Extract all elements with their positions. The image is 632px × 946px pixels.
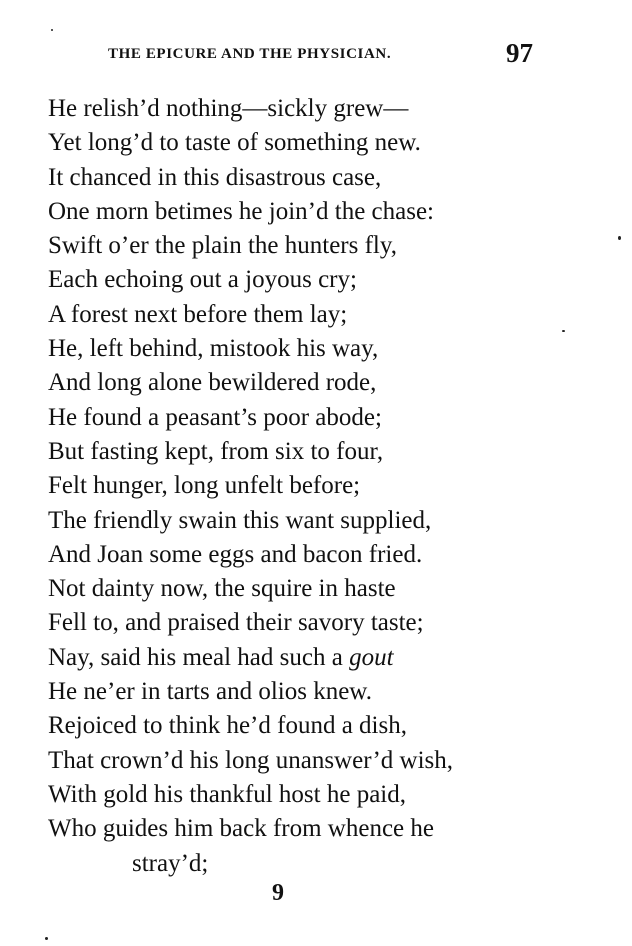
poem-line: [48, 92, 608, 126]
poem-line: [48, 847, 608, 881]
poem-line: [48, 744, 608, 778]
poem-line-text: Felt hunger, long unfelt before;: [48, 472, 361, 500]
poem-line-text: And long alone bewildered rode,: [48, 369, 377, 397]
poem-line: [48, 332, 608, 366]
poem-line-text: He, left behind, mistook his way,: [48, 335, 379, 363]
poem-line: [48, 366, 608, 400]
poem-line: [48, 401, 608, 435]
poem-line-text: But fasting kept, from six to four,: [48, 437, 384, 465]
poem-line: [48, 229, 608, 263]
poem-line-text: A forest next before them lay;: [48, 300, 348, 328]
page-number: 97: [506, 38, 533, 68]
print-speck: [562, 330, 565, 332]
running-title: THE EPICURE AND THE PHYSICIAN.: [108, 46, 392, 62]
print-speck: [51, 29, 53, 31]
poem-line-text: And Joan some eggs and bacon fried.: [48, 540, 423, 568]
poem-line-text: The friendly swain this want supplied,: [48, 506, 432, 534]
poem-line-text: stray’d;: [132, 849, 209, 877]
poem-line-text: Each echoing out a joyous cry;: [48, 266, 357, 294]
poem-line-text: Rejoiced to think he’d found a dish,: [48, 712, 407, 740]
poem-line-text: Yet long’d to taste of something new.: [48, 129, 421, 157]
poem-line: [48, 606, 608, 640]
poem-line-text: Fell to, and praised their savory taste;: [48, 609, 424, 637]
poem-line-text: He found a peasant’s poor abode;: [48, 403, 382, 431]
poem-line: [48, 504, 608, 538]
poem-line-text: Nay, said his meal had such a: [48, 643, 350, 671]
poem-line-text: He relish’d nothing—sickly grew—: [48, 95, 409, 122]
signature-mark: 9: [272, 880, 284, 906]
poem-line: [48, 778, 608, 812]
poem-line-text: He ne’er in tarts and olios knew.: [48, 678, 372, 706]
poem-line: [48, 572, 608, 606]
poem-line-text: Swift o’er the plain the hunters fly,: [48, 232, 397, 260]
poem-line: [48, 812, 608, 846]
poem-line-text: It chanced in this disastrous case,: [48, 163, 382, 191]
poem-line: [48, 641, 608, 675]
poem-line: [48, 435, 608, 469]
poem-line: [48, 126, 608, 160]
poem-line: [48, 298, 608, 332]
poem-line-text: Not dainty now, the squire in haste: [48, 575, 396, 603]
poem-line: [48, 195, 608, 229]
poem-line-text: That crown’d his long unanswer’d wish,: [48, 746, 454, 774]
poem-line-text: With gold his thankful host he paid,: [48, 780, 406, 808]
poem-line: [48, 709, 608, 743]
poem-line: [48, 538, 608, 572]
poem-line: [48, 675, 608, 709]
print-speck: [618, 236, 621, 240]
poem-line: [48, 161, 608, 195]
poem-line: [48, 263, 608, 297]
poem-line-text: Who guides him back from whence he: [48, 815, 434, 843]
poem-line-text: One morn betimes he join’d the chase:: [48, 197, 434, 225]
poem-line: [48, 469, 608, 503]
poem-body: [48, 92, 608, 881]
print-speck: [45, 937, 48, 940]
poem-line-italic-word: gout: [349, 643, 394, 671]
page-header: [0, 38, 632, 74]
